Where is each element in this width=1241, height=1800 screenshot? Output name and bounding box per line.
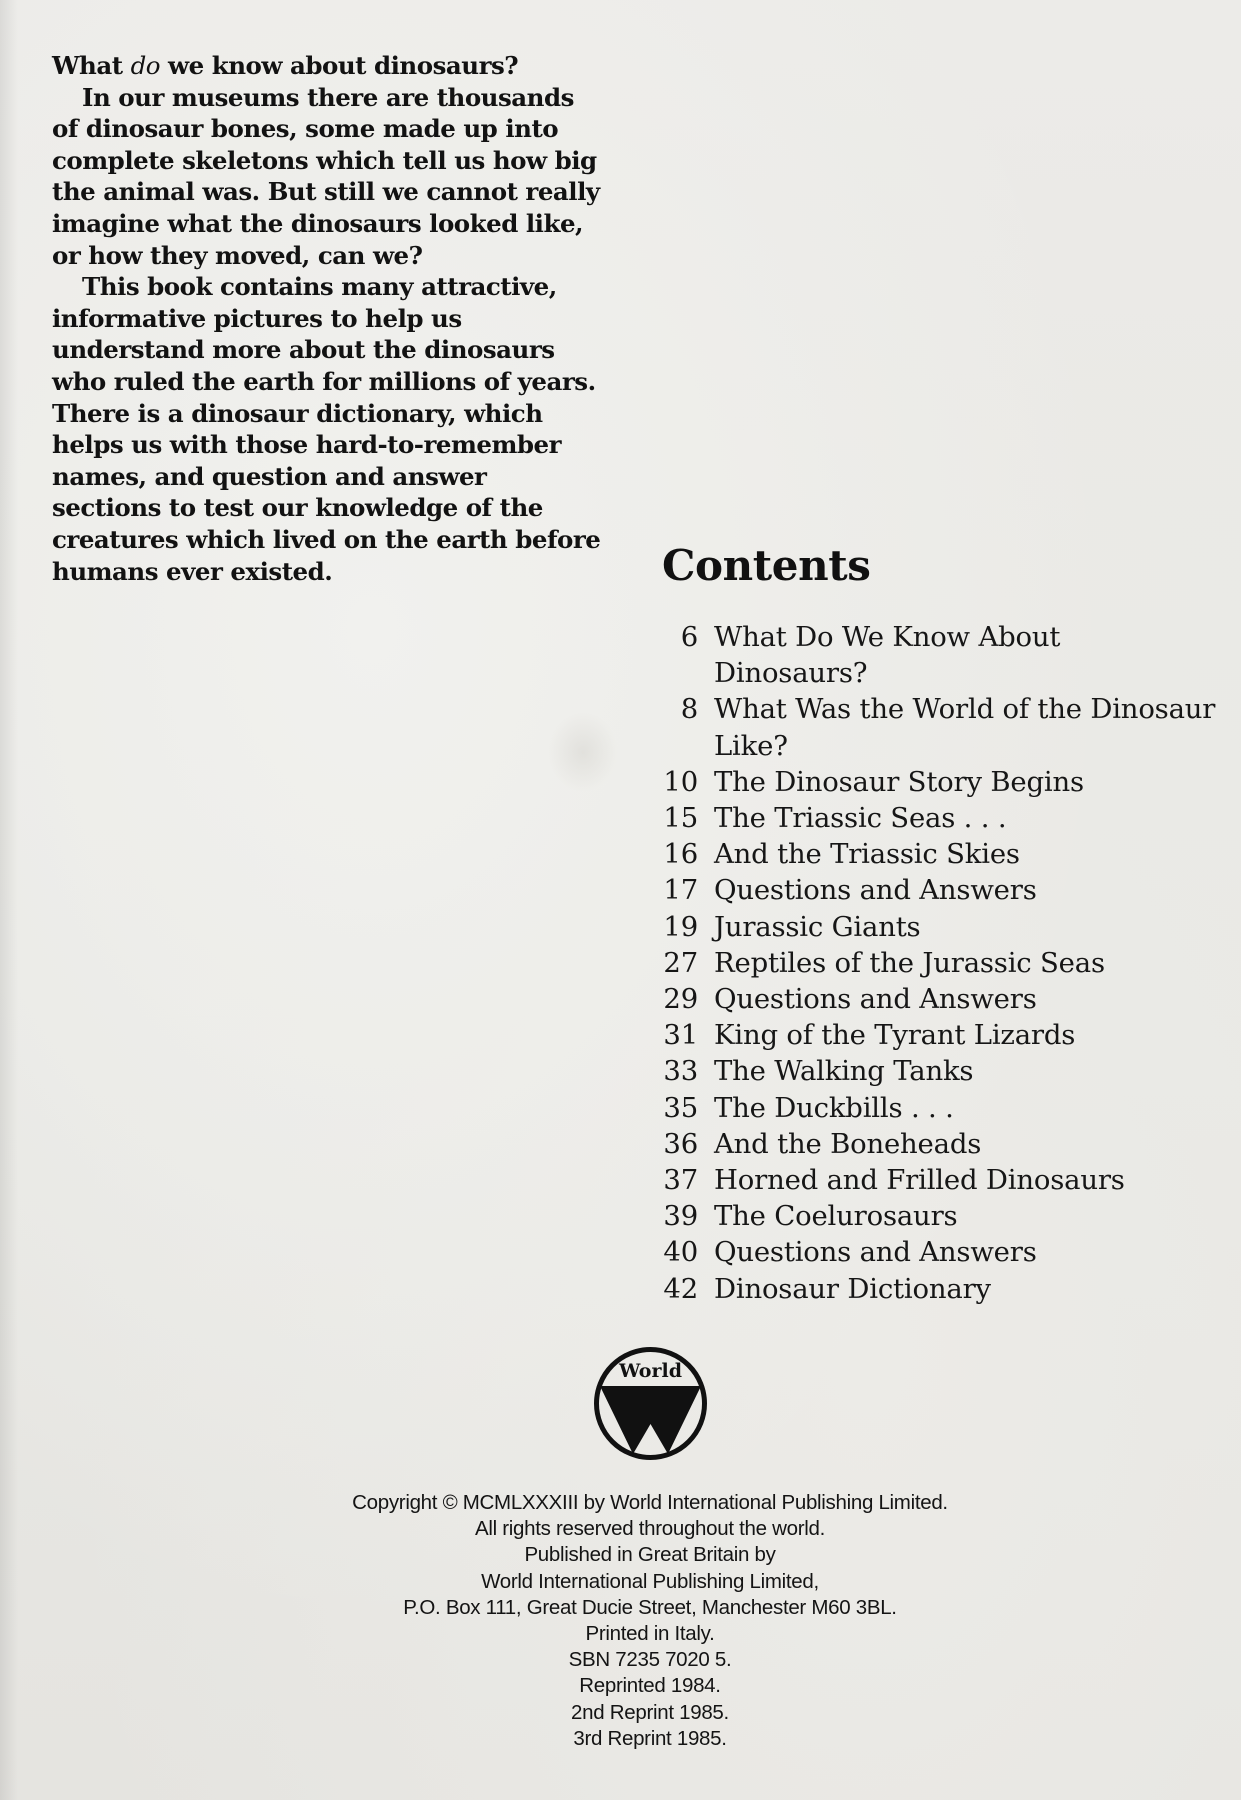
contents-entry — [656, 1198, 1216, 1234]
contents-page-number: 31 — [663, 1019, 698, 1052]
contents-entry — [656, 1090, 1216, 1126]
contents-page-number: 29 — [663, 983, 698, 1016]
intro-emphasis: do — [130, 51, 160, 80]
contents-page-number: 6 — [680, 621, 698, 653]
contents-entry — [656, 1234, 1216, 1270]
contents-entry-title: Dinosaur Dictionary — [714, 1272, 991, 1305]
contents-entry — [656, 945, 1216, 981]
contents-page-number: 37 — [663, 1164, 698, 1197]
contents-entry-title: And the Triassic Skies — [714, 838, 1020, 871]
contents-entry — [656, 1126, 1216, 1162]
contents-entry — [656, 619, 1216, 691]
page-edge-shadow — [0, 0, 18, 1800]
contents-entry-title: The Walking Tanks — [714, 1055, 974, 1088]
contents-page-number: 10 — [663, 765, 698, 798]
contents-entry-title: Jurassic Giants — [714, 910, 921, 943]
imprint-line: SBN 7235 7020 5. — [568, 1648, 732, 1672]
contents-entry — [656, 872, 1216, 908]
contents-page-number: 17 — [663, 874, 698, 907]
contents-page-number: 27 — [663, 946, 698, 979]
contents-page-number: 33 — [663, 1055, 698, 1088]
intro-paragraph-book: This book contains many attractive, informative pictures to help us understand more about the dinosaurs who ruled the earth for millions of years. There is a dinosaur dictionary, which helps us with those hard-to-remember names, and question and answer sections to test our knowledge of the creatures which lived on the earth before humans ever existed. — [52, 272, 601, 586]
contents-page-number: 39 — [663, 1200, 698, 1233]
contents-entry-title: Questions and Answers — [714, 874, 1037, 907]
contents-page-number: 42 — [663, 1272, 698, 1305]
contents-page-number: 35 — [663, 1091, 698, 1124]
contents-entry-title: Questions and Answers — [714, 983, 1037, 1016]
contents-page-number: 16 — [663, 838, 698, 871]
contents-entry — [656, 1017, 1216, 1053]
contents-list — [656, 619, 1216, 1307]
contents-entry-title: King of the Tyrant Lizards — [714, 1019, 1076, 1052]
contents-entry — [656, 909, 1216, 945]
contents-entry-title: What Was the World of the Dinosaur Like? — [714, 693, 1216, 762]
contents-entry-title: Reptiles of the Jurassic Seas — [714, 946, 1105, 979]
logo-text: World — [619, 1360, 682, 1382]
contents-entry-title: Horned and Frilled Dinosaurs — [714, 1164, 1125, 1197]
paper-stain — [548, 712, 618, 792]
imprint-line: P.O. Box 111, Great Ducie Street, Manchester M60 3BL. — [403, 1595, 897, 1619]
intro-text — [52, 50, 602, 587]
contents-entry — [656, 764, 1216, 800]
contents-entry-title: Questions and Answers — [714, 1236, 1037, 1269]
imprint-line: 3rd Reprint 1985. — [573, 1726, 727, 1750]
contents-entry-title: What Do We Know About Dinosaurs? — [714, 621, 1061, 690]
imprint-line: Published in Great Britain by — [524, 1543, 776, 1567]
contents-entry-title: The Triassic Seas . . . — [714, 802, 1007, 835]
intro-question: What do we know about dinosaurs? — [52, 51, 519, 80]
contents-page-number: 8 — [680, 693, 698, 726]
contents-entry-title: The Coelurosaurs — [714, 1200, 958, 1233]
contents-entry — [656, 800, 1216, 836]
contents-page-number: 40 — [663, 1236, 698, 1269]
imprint-line: Reprinted 1984. — [579, 1674, 721, 1698]
contents-entry — [656, 981, 1216, 1017]
imprint-line: World International Publishing Limited, — [481, 1569, 819, 1593]
contents-entry — [656, 836, 1216, 872]
imprint-line: 2nd Reprint 1985. — [571, 1700, 729, 1724]
imprint-line: Copyright © MCMLXXXIII by World International Publishing Limited. — [352, 1491, 948, 1514]
contents-page-number: 19 — [663, 910, 698, 943]
contents-entry-title: And the Boneheads — [714, 1127, 982, 1160]
contents-entry — [656, 1271, 1216, 1307]
contents-entry — [656, 691, 1216, 763]
copyright-imprint — [200, 1490, 1100, 1752]
imprint-line: All rights reserved throughout the world. — [474, 1517, 826, 1541]
contents-page-number: 36 — [663, 1127, 698, 1160]
contents-entry-title: The Dinosaur Story Begins — [714, 765, 1084, 798]
contents-entry — [656, 1162, 1216, 1198]
imprint-line: Printed in Italy. — [585, 1622, 715, 1646]
contents-heading: Contents — [662, 541, 871, 590]
world-publisher-logo-icon — [593, 1346, 708, 1461]
contents-entry — [656, 1053, 1216, 1089]
intro-paragraph-museums: In our museums there are thousands of dinosaur bones, some made up into complete skeletons which tell us how big the animal was. But still we cannot really imagine what the dinosaurs looked like, or how they moved, can we? — [52, 82, 600, 270]
contents-page-number: 15 — [663, 802, 698, 835]
contents-entry-title: The Duckbills . . . — [714, 1091, 954, 1124]
